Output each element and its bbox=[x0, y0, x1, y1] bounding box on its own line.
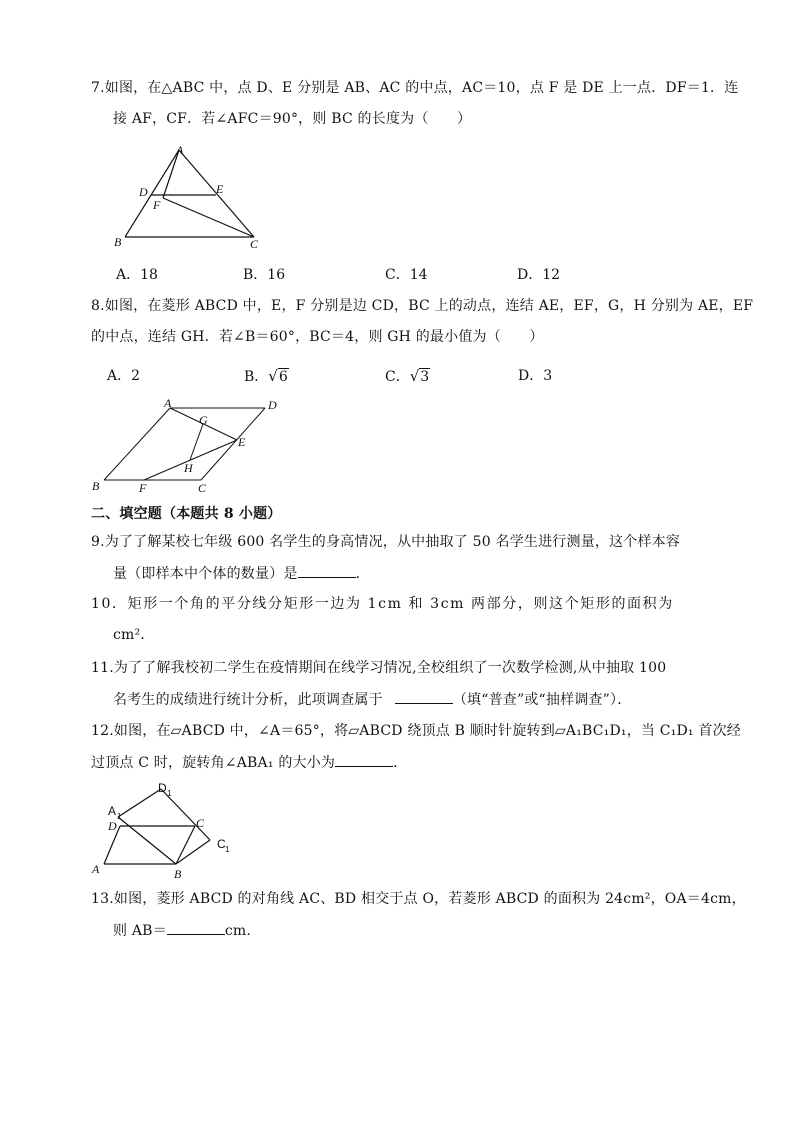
q12-label-d1: D bbox=[158, 781, 167, 795]
q11-answer-blank[interactable] bbox=[395, 689, 453, 704]
q7-label-a: A bbox=[176, 143, 184, 157]
q9-answer-blank[interactable] bbox=[298, 563, 356, 578]
q7-label-b: B bbox=[114, 235, 122, 249]
q8-text-line1: 8.如图，在菱形 ABCD 中，E，F 分别是边 CD，BC 上的动点，连结 AE，EF，G，H 分别为 AE，EF bbox=[91, 298, 754, 314]
q7-option-c: C．14 bbox=[385, 267, 428, 283]
section-heading-fill-in: 二、填空题（本题共 8 小题） bbox=[91, 506, 282, 522]
q12-parallelogram-figure bbox=[88, 780, 248, 880]
q11-text-line2-pre: 名考生的成绩进行统计分析，此项调查属于 bbox=[113, 692, 383, 708]
q8-label-f: F bbox=[139, 481, 147, 494]
q8-label-e: E bbox=[238, 435, 246, 449]
q12-label-d: D bbox=[108, 819, 117, 833]
q8-rhombus-figure bbox=[88, 396, 288, 494]
q8-option-c-radicand: 3 bbox=[420, 369, 430, 385]
q8-label-h: H bbox=[184, 461, 193, 475]
q13-text-line1: 13.如图，菱形 ABCD 的对角线 AC、BD 相交于点 O，若菱形 ABCD 的面积为 24cm²，OA＝4cm， bbox=[91, 891, 746, 907]
q7-label-f: F bbox=[153, 198, 161, 212]
q9-text-line2 bbox=[113, 563, 370, 584]
q7-text-line1: 7.如图，在△ABC 中，点 D、E 分别是 AB、AC 的中点，AC＝10，点 F 是 DE 上一点．DF＝1．连 bbox=[91, 80, 739, 96]
q12-label-a: A bbox=[92, 862, 100, 876]
q13-text-line2-post: cm. bbox=[224, 923, 252, 939]
q7-triangle-figure bbox=[108, 142, 268, 254]
q7-label-d: D bbox=[139, 185, 148, 199]
q12-text-line1: 12.如图，在▱ABCD 中，∠A＝65°，将▱ABCD 绕顶点 B 顺时针旋转到▱A₁BC₁D₁，当 C₁D₁ 首次经 bbox=[91, 723, 741, 739]
q8-label-c: C bbox=[198, 481, 207, 494]
q12-text-line2-pre: 过顶点 C 时，旋转角∠ABA₁ 的大小为 bbox=[91, 755, 336, 771]
q8-label-b: B bbox=[92, 479, 100, 493]
q10-text-line1: 10．矩形一个角的平分线分矩形一边为 1cm 和 3cm 两部分，则这个矩形的面积为 bbox=[91, 596, 674, 612]
q12-label-c: C bbox=[196, 816, 205, 830]
q12-label-a1-sub: 1 bbox=[117, 812, 122, 821]
q9-text-line2-post: ． bbox=[355, 566, 370, 582]
q8-option-c bbox=[385, 366, 430, 387]
q8-option-b-radicand: 6 bbox=[278, 369, 288, 385]
q11-text-line2-post: （填“普查”或“抽样调查”）． bbox=[452, 692, 632, 708]
q7-label-e: E bbox=[216, 182, 224, 196]
q11-text-line1: 11.为了了解我校初二学生在疫情期间在线学习情况,全校组织了一次数学检测,从中抽取 100 bbox=[91, 660, 667, 676]
q13-text-line2-pre: 则 AB＝ bbox=[113, 923, 167, 939]
q12-text-line2-post: ． bbox=[393, 755, 408, 771]
q13-text-line2 bbox=[113, 920, 251, 941]
q12-label-d1-sub: 1 bbox=[167, 789, 172, 798]
q12-label-a1: A bbox=[108, 804, 117, 818]
q8-option-b-sqrt: √6 bbox=[268, 367, 288, 385]
q8-label-g: G bbox=[199, 413, 208, 427]
q12-label-c1: C bbox=[217, 837, 226, 851]
q9-text-line2-pre: 量（即样本中个体的数量）是 bbox=[113, 566, 298, 582]
q8-text-line2: 的中点，连结 GH．若∠B＝60°，BC＝4，则 GH 的最小值为（ ） bbox=[91, 329, 544, 345]
q8-option-b-prefix: B． bbox=[244, 369, 269, 385]
q8-option-b bbox=[244, 366, 289, 387]
q12-label-b: B bbox=[174, 867, 182, 880]
q7-label-c: C bbox=[250, 237, 259, 251]
q7-text-line2: 接 AF，CF．若∠AFC＝90°，则 BC 的长度为（ ） bbox=[113, 111, 472, 127]
q8-label-a: A bbox=[164, 396, 172, 410]
q8-option-d: D．3 bbox=[518, 368, 553, 384]
q8-option-c-prefix: C． bbox=[385, 369, 410, 385]
q11-text-line2 bbox=[113, 689, 631, 710]
q8-label-d: D bbox=[268, 398, 277, 412]
q12-label-c1-sub: 1 bbox=[225, 845, 230, 854]
q7-option-d: D．12 bbox=[517, 267, 561, 283]
q12-text-line2 bbox=[91, 752, 407, 773]
q12-answer-blank[interactable] bbox=[335, 752, 393, 767]
q8-option-a: A．2 bbox=[107, 368, 141, 384]
q13-answer-blank[interactable] bbox=[167, 920, 225, 935]
q8-option-c-sqrt: √3 bbox=[409, 367, 430, 385]
q10-text-line2: cm²． bbox=[113, 627, 155, 643]
q9-text-line1: 9.为了了解某校七年级 600 名学生的身高情况，从中抽取了 50 名学生进行测量，这个样本容 bbox=[91, 534, 681, 550]
q7-option-a: A．18 bbox=[116, 267, 158, 283]
q7-option-b: B．16 bbox=[243, 267, 286, 283]
